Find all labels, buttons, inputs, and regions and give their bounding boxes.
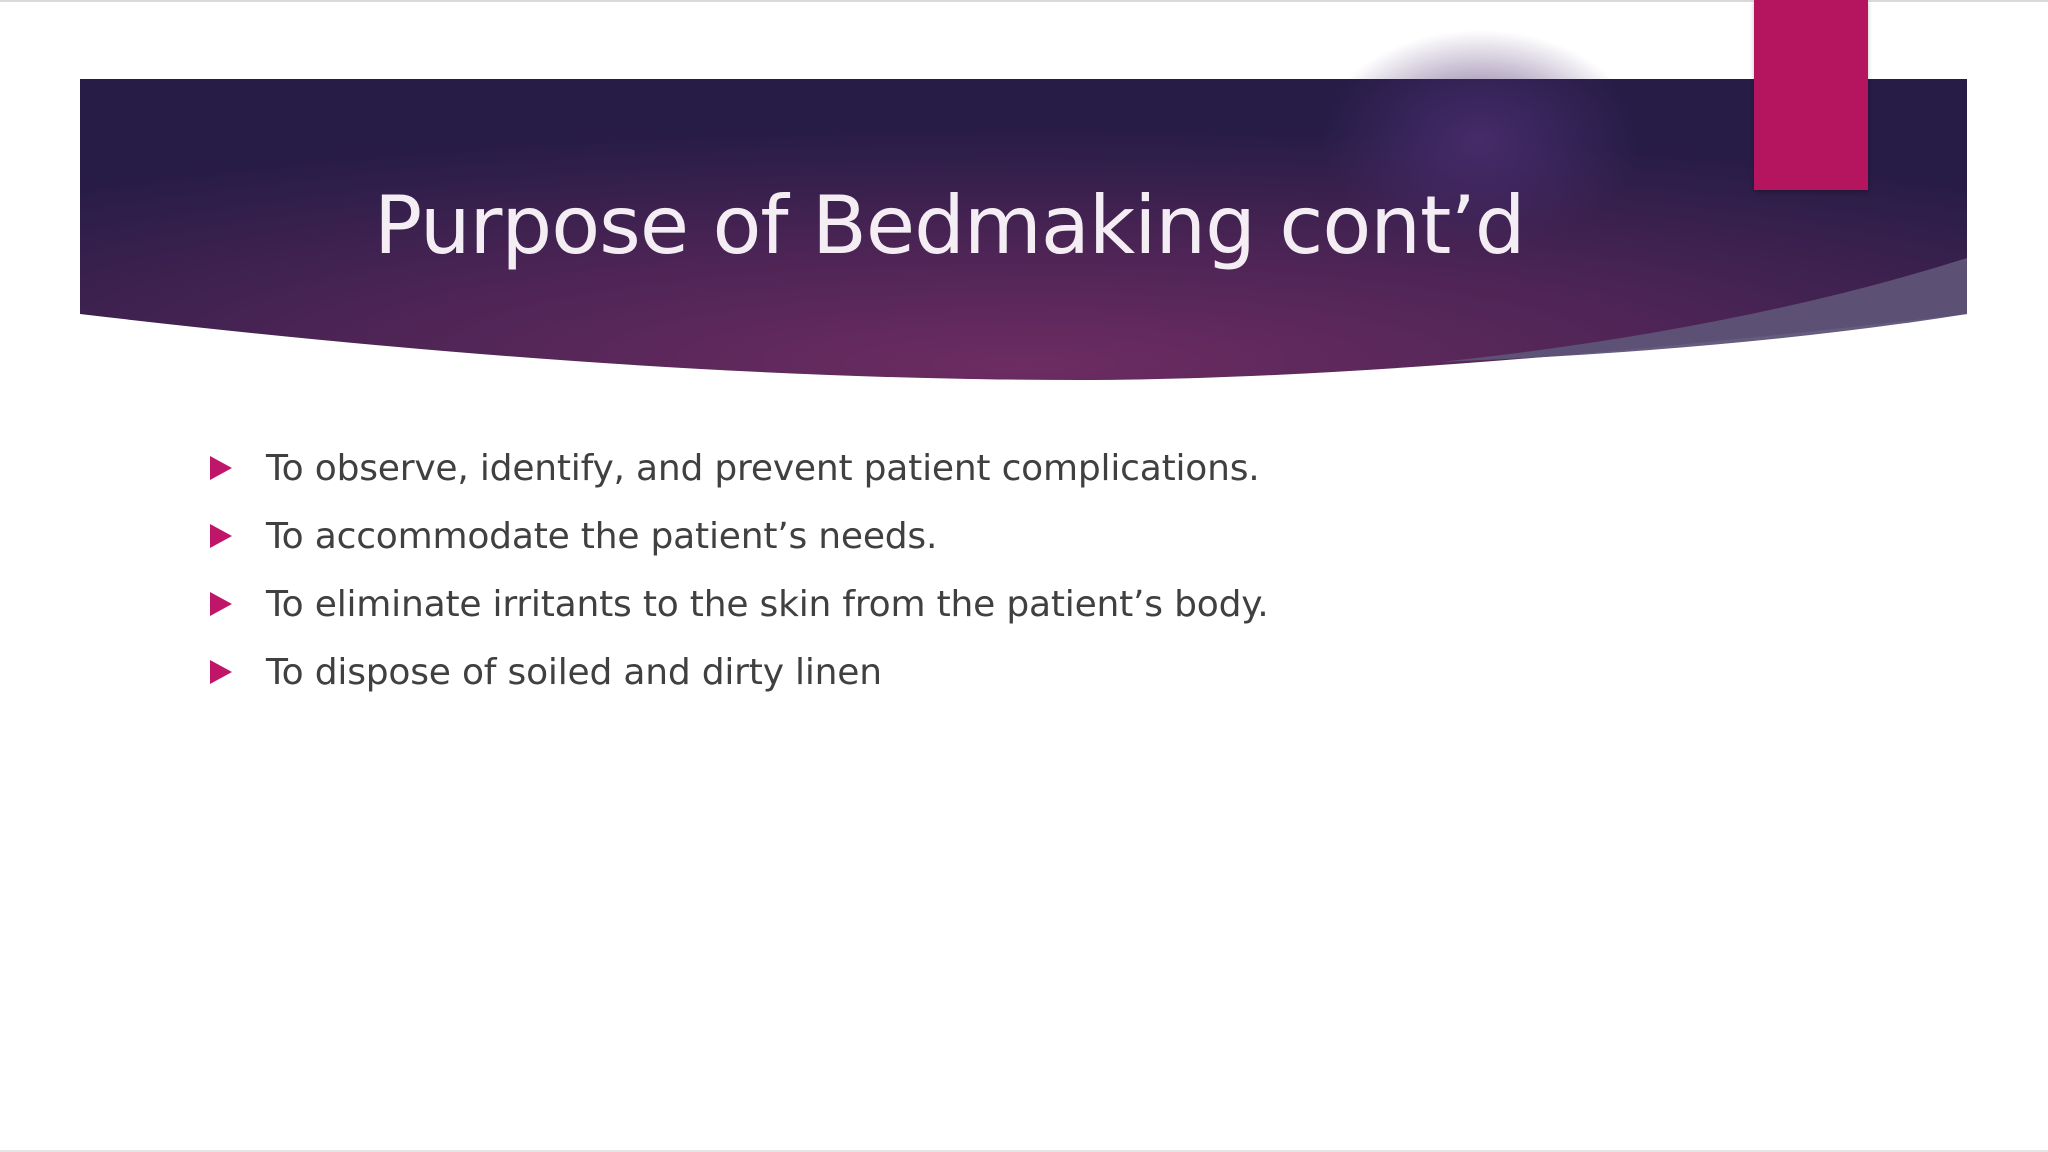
bullet-list [210,434,1810,706]
triangle-right-icon [210,638,266,706]
slide-title: Purpose of Bedmaking cont’d [374,179,1525,272]
accent-tab [1754,0,1868,190]
triangle-right-icon [210,434,266,502]
bullet-text: To dispose of soiled and dirty linen [266,651,882,693]
bullet-text: To observe, identify, and prevent patient complications. [266,447,1260,489]
list-item [210,434,1810,502]
triangle-right-icon [210,570,266,638]
bullet-text: To accommodate the patient’s needs. [266,515,938,557]
triangle-right-icon [210,502,266,570]
list-item [210,638,1810,706]
bullet-text: To eliminate irritants to the skin from the patient’s body. [266,583,1269,625]
list-item [210,502,1810,570]
list-item [210,570,1810,638]
